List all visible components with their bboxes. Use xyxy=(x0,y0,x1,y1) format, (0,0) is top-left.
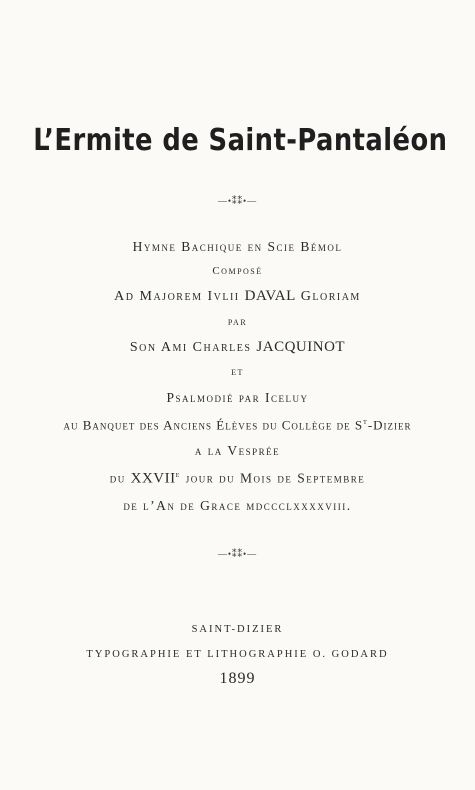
year-line: de l’An de Grace mdccclxxxxviii. xyxy=(123,498,352,513)
imprint-place: SAINT-DIZIER xyxy=(191,624,284,635)
ornament-top: —•⁑⁑•— xyxy=(217,196,258,206)
day-superscript: e xyxy=(175,469,181,479)
et-line: et xyxy=(231,366,244,378)
author-line xyxy=(0,339,475,356)
book-title: L’Ermite de Saint-Pantaléon xyxy=(33,123,448,158)
date-line xyxy=(0,469,475,488)
event-superscript: t xyxy=(363,416,368,426)
author-name: JACQUINOT xyxy=(256,339,346,355)
event-line xyxy=(0,416,475,433)
imprint-year: 1899 xyxy=(219,670,256,687)
performer-line: Psalmodié par Iceluy xyxy=(166,390,309,405)
dedicatee-name: DAVAL xyxy=(244,288,296,304)
dedication-suffix: Gloriam xyxy=(295,289,361,304)
subtitle-line: Hymne Bachique en Scie Bémol xyxy=(132,239,343,254)
event-place: -Dizier xyxy=(367,417,412,433)
event-text: au Banquet des Anciens Élèves du Collège de S xyxy=(63,417,364,433)
vespree-line: a la Vesprée xyxy=(194,443,281,458)
compose-line: Composé xyxy=(212,265,263,277)
imprint-printer: TYPOGRAPHIE ET LITHOGRAPHIE O. GODARD xyxy=(86,649,389,660)
date-suffix: jour du Mois de Septembre xyxy=(180,470,366,486)
dedication-line xyxy=(0,288,475,305)
author-prefix: Son Ami Charles xyxy=(129,340,257,355)
date-prefix: du xyxy=(109,470,131,486)
dedication-prefix: Ad Majorem Ivlii xyxy=(114,289,245,304)
ornament-bottom: —•⁑⁑•— xyxy=(217,549,258,559)
day-number: XXVII xyxy=(130,470,176,487)
par-line: par xyxy=(227,316,248,328)
